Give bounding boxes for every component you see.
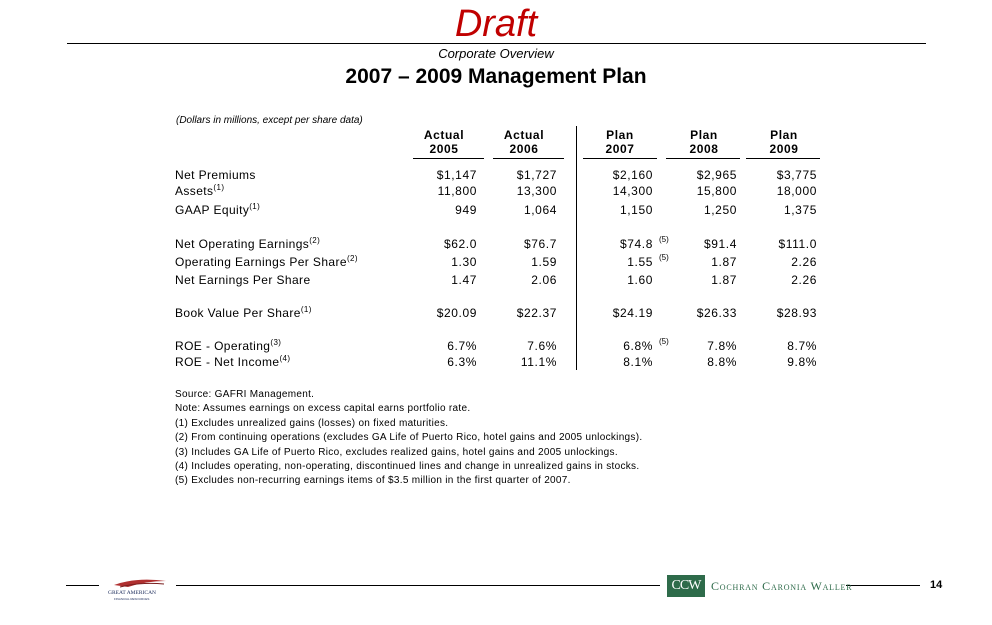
table-cell: $26.33 [696,306,737,320]
table-cell: 14,300 [612,184,653,198]
column-header-year: 2008 [689,142,719,156]
column-header [744,128,824,156]
column-header-year: 2005 [429,142,459,156]
row-label [175,183,224,199]
footer-rule-middle [176,585,660,586]
row-label [175,167,256,183]
table-cell: 9.8% [787,355,817,369]
table-cell: $62.0 [443,237,477,251]
table-cell: 1,064 [523,203,557,217]
row-label [175,305,312,321]
table-cell: 6.3% [447,355,477,369]
table-cell: 7.6% [527,339,557,353]
table-cell: $24.19 [612,306,653,320]
column-header [484,128,564,156]
row-label-text: ROE - Operating [175,339,271,353]
row-label-text: Net Operating Earnings [175,237,310,251]
footer-rule-left [66,585,99,586]
footnote-line: (5) Excludes non-recurring earnings items of $3.5 million in the first quarter of 2007. [175,475,571,487]
great-american-logo-subtext: FINANCIAL RESOURCES [114,597,150,601]
table-cell: $20.09 [436,306,477,320]
table-cell: 1,250 [703,203,737,217]
column-header [404,128,484,156]
table-cell: $91.4 [703,237,737,251]
column-header [664,128,744,156]
column-header-label: Actual [503,128,545,142]
column-header-label: Actual [423,128,465,142]
row-label-footnote: (2) [346,254,358,263]
row-label-footnote: (1) [213,183,225,192]
table-cell: $2,160 [612,168,653,182]
column-header-year: 2009 [769,142,799,156]
table-cell: $3,775 [776,168,817,182]
table-cell: 8.8% [707,355,737,369]
row-label [175,202,260,218]
table-cell: 8.1% [623,355,653,369]
table-cell: $74.8 [619,237,653,251]
table-cell: $1,727 [516,168,557,182]
row-label-footnote: (4) [279,354,291,363]
page-subtitle: Corporate Overview [438,46,554,61]
great-american-logo [106,575,176,605]
footnote-marker: (5) [659,253,669,262]
row-label [175,272,311,288]
table-cell: 1,150 [619,203,653,217]
footnote-marker: (5) [659,235,669,244]
table-cell: 13,300 [516,184,557,198]
column-header-year: 2007 [605,142,635,156]
table-cell: 1.55 [627,255,653,269]
table-cell: $111.0 [778,237,817,251]
table-cell: 2.26 [791,255,817,269]
footnote-line: Source: GAFRI Management. [175,389,315,400]
footnote-marker: (5) [659,337,669,346]
column-header-label: Plan [690,128,718,142]
footnote-line: (4) Includes operating, non-operating, discontinued lines and change in unrealized gains in stocks. [175,461,640,472]
ccw-logo-mark: CCW [667,575,705,597]
column-header-rule [583,158,657,159]
table-cell: 1.47 [451,273,477,287]
table-cell: 7.8% [707,339,737,353]
draft-watermark: Draft [454,3,538,45]
footnote-line: (1) Excludes unrealized gains (losses) on fixed maturities. [175,417,449,429]
page-title: 2007 – 2009 Management Plan [345,65,647,88]
table-cell: $2,965 [696,168,737,182]
footer-rule-right [846,585,920,586]
table-cell: 6.7% [447,339,477,353]
row-label-text: Assets [175,184,214,198]
table-cell: 1.30 [451,255,477,269]
table-cell: 18,000 [776,184,817,198]
table-cell: $22.37 [516,306,557,320]
table-cell: 1.87 [711,255,737,269]
table-cell: $28.93 [776,306,817,320]
table-cell: $1,147 [436,168,477,182]
header-rule [67,43,926,44]
table-cell: 15,800 [696,184,737,198]
row-label-footnote: (1) [300,305,312,314]
page-number: 14 [930,579,943,591]
row-label-text: Net Premiums [175,168,256,182]
column-header-label: Plan [606,128,634,142]
row-label-footnote: (2) [309,236,321,245]
column-header-rule [666,158,740,159]
table-cell: 8.7% [787,339,817,353]
column-header-rule [413,158,484,159]
row-label [175,236,320,252]
row-label [175,354,290,370]
row-label-footnote: (3) [270,338,282,347]
table-note: (Dollars in millions, except per share data) [176,115,363,126]
table-cell: 11.1% [520,355,557,369]
table-cell: $76.7 [523,237,557,251]
ccw-logo-name: Cochran Caronia Waller [711,579,853,593]
table-cell: 11,800 [437,184,477,198]
footnote-line: Note: Assumes earnings on excess capital earns portfolio rate. [175,403,471,415]
table-cell: 2.26 [791,273,817,287]
table-cell: 949 [455,203,477,217]
row-label-text: Operating Earnings Per Share [175,255,347,269]
great-american-logo-text: GREAT AMERICAN [108,590,157,596]
table-cell: 2.06 [531,273,557,287]
row-label [175,254,358,270]
column-header-label: Plan [770,128,798,142]
column-header-rule [493,158,564,159]
table-cell: 1.87 [711,273,737,287]
row-label-text: GAAP Equity [175,203,250,217]
table-cell: 6.8% [623,339,653,353]
row-label-footnote: (1) [249,202,261,211]
row-label-text: ROE - Net Income [175,355,280,369]
table-cell: 1.59 [531,255,557,269]
column-header-year: 2006 [509,142,539,156]
table-cell: 1,375 [783,203,817,217]
row-label-text: Net Earnings Per Share [175,273,311,287]
row-label [175,338,281,354]
column-header-rule [746,158,820,159]
column-header [580,128,660,156]
table-cell: 1.60 [627,273,653,287]
footnote-line: (2) From continuing operations (excludes GA Life of Puerto Rico, hotel gains and 2005 unlockings). [175,432,643,444]
footnote-line: (3) Includes GA Life of Puerto Rico, excludes realized gains, hotel gains and 2005 unlockings. [175,446,618,458]
row-label-text: Book Value Per Share [175,306,301,320]
